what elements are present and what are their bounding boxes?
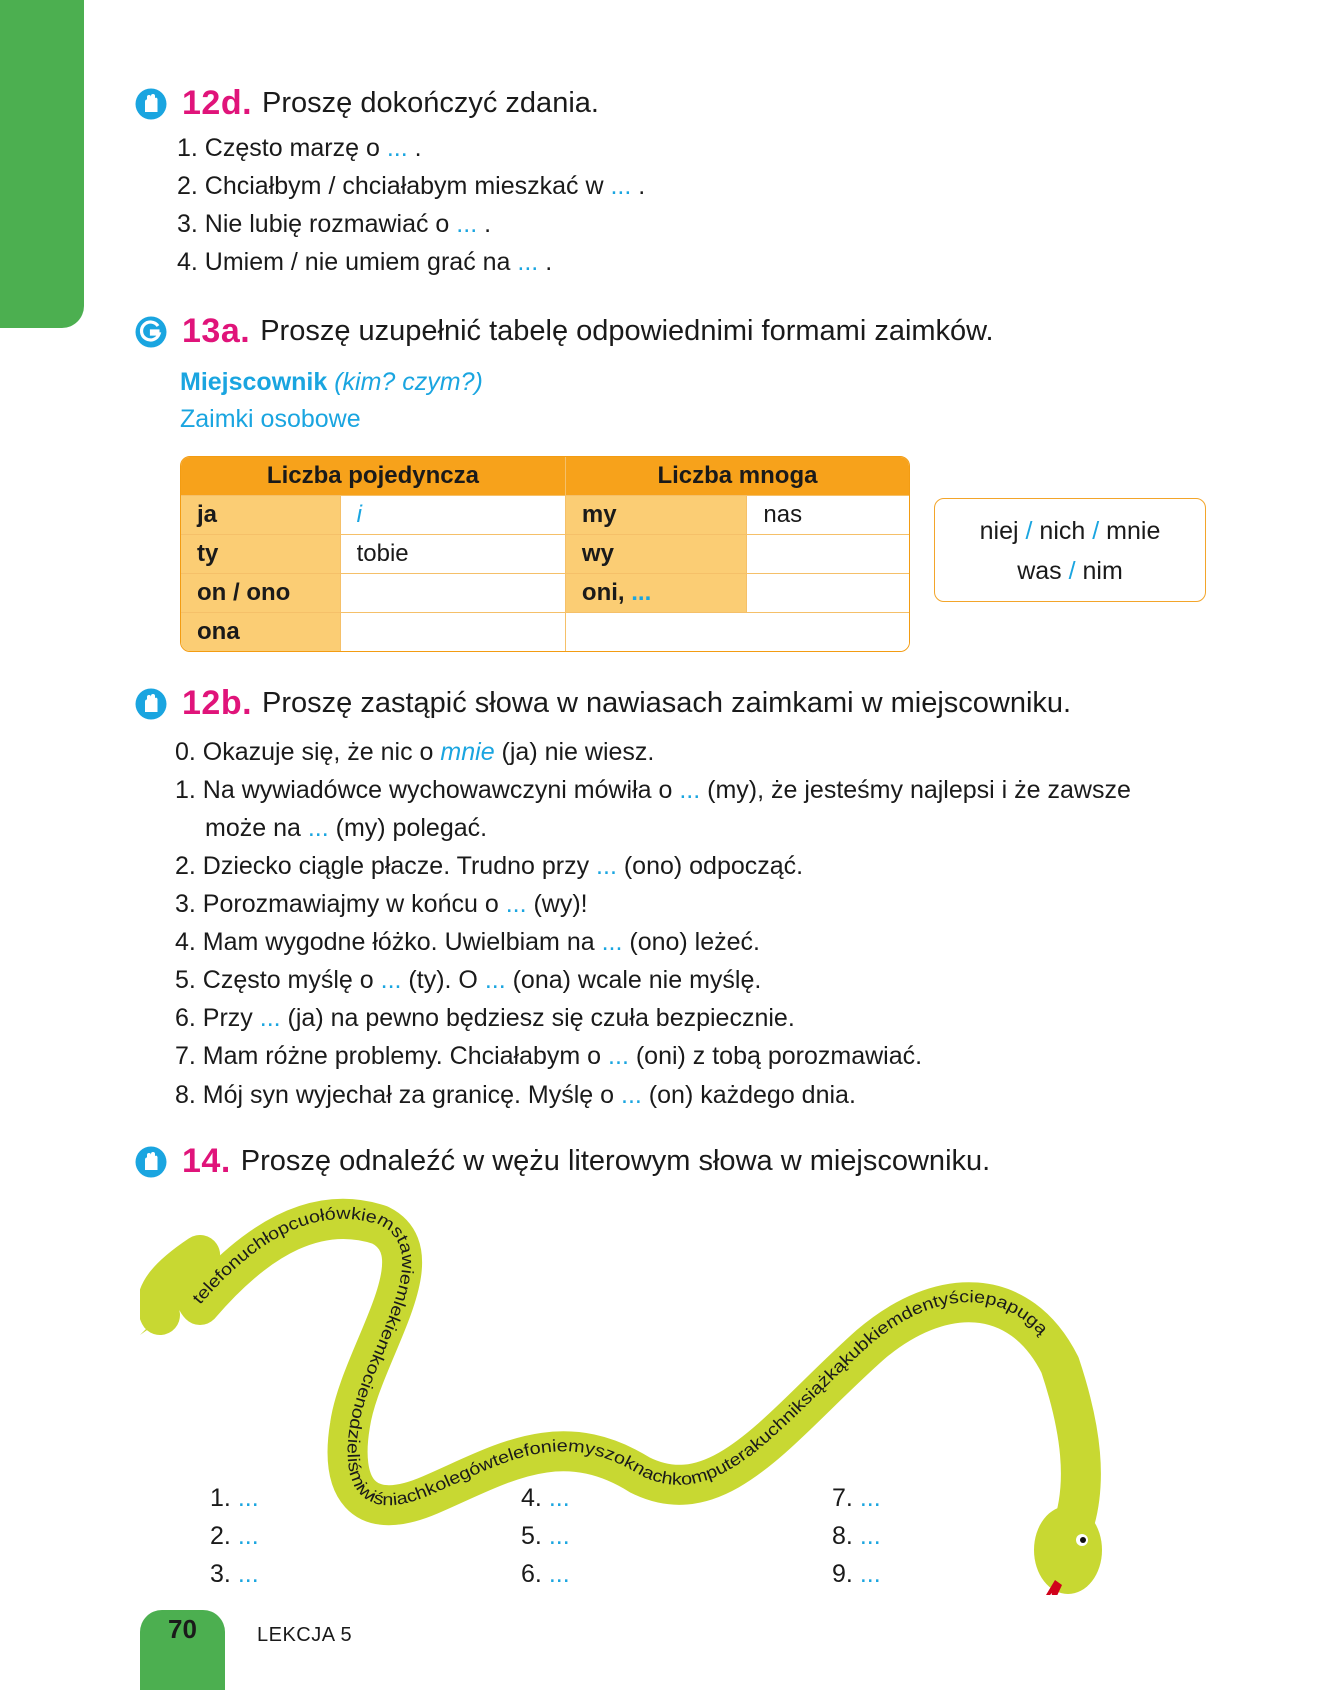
list-item: 1. Na wywiadówce wychowawczyni mówiła o ... (my), że jesteśmy najlepsi i że zawsze xyxy=(175,776,1131,804)
exercise-12d-header xyxy=(134,84,599,123)
word-bank-line: was / nim xyxy=(1017,557,1123,585)
list-item: 6. Przy ... (ja) na pewno będziesz się czuła bezpiecznie. xyxy=(175,1004,795,1032)
pronoun-label: ja xyxy=(181,495,341,534)
exercise-12b-header xyxy=(134,684,1071,723)
snake-illustration xyxy=(140,1195,1180,1595)
list-item: 2. Dziecko ciągle płacze. Trudno przy ... (ono) odpocząć. xyxy=(175,852,804,880)
exercise-title: Proszę dokończyć zdania. xyxy=(262,87,599,119)
hand-icon xyxy=(134,1145,168,1179)
snake-letters: telefonuchłopcuołówkiemstawiemlekiemkocienodzieliśmiwiśniachkolegówtelefoniemyszoknachkomputerakuchniksiążkąkubkiemdentyściepapugą xyxy=(188,1203,1051,1510)
answer-line[interactable]: 5. ... xyxy=(521,1522,570,1550)
table-subtitle: Zaimki osobowe xyxy=(180,405,361,433)
answer-line[interactable]: 4. ... xyxy=(521,1484,570,1512)
pronoun-label: ty xyxy=(181,534,341,573)
word-bank xyxy=(934,498,1206,602)
answer-cell[interactable]: nas xyxy=(747,495,909,534)
grammar-g-icon xyxy=(134,315,168,349)
list-item: 2. Chciałbym / chciałabym mieszkać w ... . xyxy=(177,172,646,200)
exercise-14-header xyxy=(134,1142,990,1181)
list-item: 5. Często myślę o ... (ty). O ... (ona) wcale nie myślę. xyxy=(175,966,762,994)
hand-icon xyxy=(134,687,168,721)
header-plural: Liczba mnoga xyxy=(566,457,909,495)
answer-line[interactable]: 9. ... xyxy=(832,1560,881,1588)
list-item: 4. Mam wygodne łóżko. Uwielbiam na ... (ono) leżeć. xyxy=(175,928,760,956)
exercise-title: Proszę zastąpić słowa w nawiasach zaimkami w miejscowniku. xyxy=(262,687,1072,719)
exercise-13a-header xyxy=(134,312,994,351)
answer-line[interactable]: 7. ... xyxy=(832,1484,881,1512)
exercise-number: 12b. xyxy=(182,684,253,722)
side-color-tab xyxy=(0,0,84,328)
list-item: 4. Umiem / nie umiem grać na ... . xyxy=(177,248,553,276)
answer-cell[interactable] xyxy=(341,612,566,651)
empty-cell xyxy=(566,612,909,651)
exercise-title: Proszę uzupełnić tabelę odpowiednimi formami zaimków. xyxy=(260,315,994,347)
list-item: 1. Często marzę o ... . xyxy=(177,134,422,162)
answer-cell[interactable] xyxy=(747,573,909,612)
pronoun-label: wy xyxy=(566,534,747,573)
exercise-number: 13a. xyxy=(182,312,251,350)
list-item: 3. Porozmawiajmy w końcu o ... (wy)! xyxy=(175,890,588,918)
answer-line[interactable]: 2. ... xyxy=(210,1522,259,1550)
exercise-number: 12d. xyxy=(182,84,253,122)
answer-cell[interactable] xyxy=(341,573,566,612)
hand-icon xyxy=(134,87,168,121)
header-singular: Liczba pojedyncza xyxy=(181,457,566,495)
case-label: Miejscownik (kim? czym?) xyxy=(180,368,483,396)
snake-body xyxy=(157,1219,1081,1535)
snake-head xyxy=(1034,1506,1102,1594)
pronoun-label: my xyxy=(566,495,747,534)
list-item: 0. Okazuje się, że nic o mnie (ja) nie wiesz. xyxy=(175,738,655,766)
page-number: 70 xyxy=(168,1614,197,1644)
letter-snake xyxy=(140,1195,1180,1595)
list-item: 3. Nie lubię rozmawiać o ... . xyxy=(177,210,492,238)
answer-line[interactable]: 6. ... xyxy=(521,1560,570,1588)
exercise-title: Proszę odnaleźć w wężu literowym słowa w miejscowniku. xyxy=(240,1145,991,1177)
pronoun-label: oni, ... xyxy=(566,573,747,612)
pronoun-label: ona xyxy=(181,612,341,651)
pronoun-label: on / ono xyxy=(181,573,341,612)
list-item: może na ... (my) polegać. xyxy=(205,814,488,842)
answer-line[interactable]: 1. ... xyxy=(210,1484,259,1512)
list-item: 8. Mój syn wyjechał za granicę. Myślę o ... (on) każdego dnia. xyxy=(175,1081,856,1109)
answer-cell[interactable]: i xyxy=(341,495,566,534)
exercise-number: 14. xyxy=(182,1142,231,1180)
answer-line[interactable]: 8. ... xyxy=(832,1522,881,1550)
answer-line[interactable]: 3. ... xyxy=(210,1560,259,1588)
word-bank-line: niej / nich / mnie xyxy=(979,517,1161,545)
pronoun-table xyxy=(180,456,910,652)
answer-cell[interactable] xyxy=(747,534,909,573)
answer-cell[interactable]: tobie xyxy=(341,534,566,573)
list-item: 7. Mam różne problemy. Chciałabym o ... (oni) z tobą porozmawiać. xyxy=(175,1042,923,1070)
lesson-label: LEKCJA 5 xyxy=(257,1624,353,1646)
